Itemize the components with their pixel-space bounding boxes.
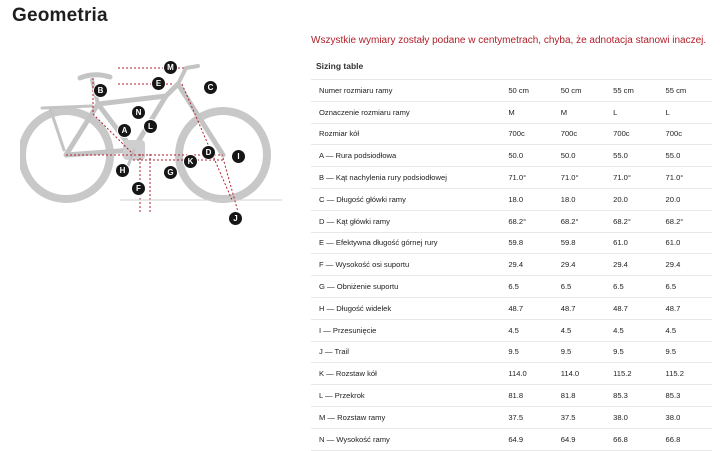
row-value: 114.0 (555, 363, 607, 385)
sizing-table (311, 79, 712, 451)
row-value: 4.5 (502, 319, 554, 341)
row-value: 85.3 (607, 385, 659, 407)
row-value: 71.0° (502, 167, 554, 189)
table-row (311, 101, 712, 123)
row-value: 55 cm (660, 80, 712, 102)
row-value: 4.5 (660, 319, 712, 341)
row-value: 29.4 (607, 254, 659, 276)
table-row (311, 341, 712, 363)
row-value: 50 cm (502, 80, 554, 102)
sizing-table-title: Sizing table (316, 61, 364, 71)
marker-d: D (201, 145, 216, 160)
marker-i: I (231, 149, 246, 164)
row-value: 50.0 (502, 145, 554, 167)
row-value: 66.8 (607, 428, 659, 450)
row-value: 71.0° (607, 167, 659, 189)
row-label: G — Obniżenie suportu (311, 276, 502, 298)
row-value: 114.0 (502, 363, 554, 385)
row-value: 48.7 (660, 297, 712, 319)
row-value: 6.5 (555, 276, 607, 298)
bike-illustration (22, 66, 267, 199)
table-row (311, 167, 712, 189)
row-value: 6.5 (502, 276, 554, 298)
row-value: 71.0° (660, 167, 712, 189)
units-note: Wszystkie wymiary zostały podane w centymetrach, chyba, że adnotacja stanowi inaczej. (311, 35, 707, 46)
row-value: 38.0 (607, 406, 659, 428)
row-label: E — Efektywna długość górnej rury (311, 232, 502, 254)
row-value: 37.5 (555, 406, 607, 428)
row-label: C — Długość główki ramy (311, 188, 502, 210)
row-value: 4.5 (555, 319, 607, 341)
row-label: A — Rura podsiodłowa (311, 145, 502, 167)
row-value: 4.5 (607, 319, 659, 341)
row-value: 700c (502, 123, 554, 145)
row-value: 64.9 (555, 428, 607, 450)
table-row (311, 406, 712, 428)
marker-j: J (228, 211, 243, 226)
handlebar (178, 66, 198, 84)
row-value: 29.4 (555, 254, 607, 276)
row-value: 700c (660, 123, 712, 145)
row-value: 6.5 (607, 276, 659, 298)
row-label: F — Wysokość osi suportu (311, 254, 502, 276)
row-value: 50 cm (555, 80, 607, 102)
row-label: Rozmiar kół (311, 123, 502, 145)
row-value: 9.5 (502, 341, 554, 363)
marker-k: K (183, 154, 198, 169)
saddle (80, 75, 110, 78)
table-row (311, 254, 712, 276)
table-row (311, 80, 712, 102)
row-value: 20.0 (660, 188, 712, 210)
row-value: 81.8 (502, 385, 554, 407)
row-value: 59.8 (502, 232, 554, 254)
row-value: 71.0° (555, 167, 607, 189)
row-value: 68.2° (607, 210, 659, 232)
table-row (311, 363, 712, 385)
row-value: 29.4 (502, 254, 554, 276)
table-row (311, 188, 712, 210)
row-label: M — Rozstaw ramy (311, 406, 502, 428)
row-value: 6.5 (660, 276, 712, 298)
page-title: Geometria (12, 5, 108, 26)
row-value: 68.2° (502, 210, 554, 232)
row-value: M (502, 101, 554, 123)
row-value: 50.0 (555, 145, 607, 167)
row-value: L (660, 101, 712, 123)
row-value: 61.0 (660, 232, 712, 254)
row-value: 700c (555, 123, 607, 145)
bike-geometry-diagram (20, 54, 282, 232)
row-value: 64.9 (502, 428, 554, 450)
row-value: 9.5 (555, 341, 607, 363)
row-value: 55 cm (607, 80, 659, 102)
table-row (311, 123, 712, 145)
row-value: 59.8 (555, 232, 607, 254)
marker-b: B (93, 83, 108, 98)
marker-c: C (203, 80, 218, 95)
row-value: 48.7 (502, 297, 554, 319)
marker-g: G (163, 165, 178, 180)
row-label: Numer rozmiaru ramy (311, 80, 502, 102)
marker-a: A (117, 123, 132, 138)
row-label: B — Kąt nachylenia rury podsiodłowej (311, 167, 502, 189)
row-value: 18.0 (555, 188, 607, 210)
marker-m: M (163, 60, 178, 75)
marker-f: F (131, 181, 146, 196)
table-row (311, 232, 712, 254)
marker-h: H (115, 163, 130, 178)
row-label: N — Wysokość ramy (311, 428, 502, 450)
row-value: 37.5 (502, 406, 554, 428)
row-value: M (555, 101, 607, 123)
table-row (311, 385, 712, 407)
row-value: 48.7 (607, 297, 659, 319)
row-value: 66.8 (660, 428, 712, 450)
table-row (311, 145, 712, 167)
row-value: 81.8 (555, 385, 607, 407)
table-row (311, 428, 712, 450)
row-value: 68.2° (660, 210, 712, 232)
table-row (311, 319, 712, 341)
row-label: D — Kąt główki ramy (311, 210, 502, 232)
row-value: 48.7 (555, 297, 607, 319)
row-value: 9.5 (660, 341, 712, 363)
row-value: 115.2 (607, 363, 659, 385)
row-value: L (607, 101, 659, 123)
row-label: I — Przesunięcie (311, 319, 502, 341)
marker-e: E (151, 76, 166, 91)
marker-l: L (143, 119, 158, 134)
row-value: 29.4 (660, 254, 712, 276)
row-value: 9.5 (607, 341, 659, 363)
row-value: 115.2 (660, 363, 712, 385)
row-value: 55.0 (607, 145, 659, 167)
marker-n: N (131, 105, 146, 120)
row-label: J — Trail (311, 341, 502, 363)
row-label: H — Długość widelek (311, 297, 502, 319)
row-label: Oznaczenie rozmiaru ramy (311, 101, 502, 123)
row-value: 18.0 (502, 188, 554, 210)
table-row (311, 297, 712, 319)
row-value: 55.0 (660, 145, 712, 167)
table-row (311, 276, 712, 298)
row-value: 61.0 (607, 232, 659, 254)
row-label: K — Rozstaw kół (311, 363, 502, 385)
row-value: 38.0 (660, 406, 712, 428)
row-value: 85.3 (660, 385, 712, 407)
table-row (311, 210, 712, 232)
row-value: 700c (607, 123, 659, 145)
row-label: L — Przekrok (311, 385, 502, 407)
row-value: 20.0 (607, 188, 659, 210)
row-value: 68.2° (555, 210, 607, 232)
